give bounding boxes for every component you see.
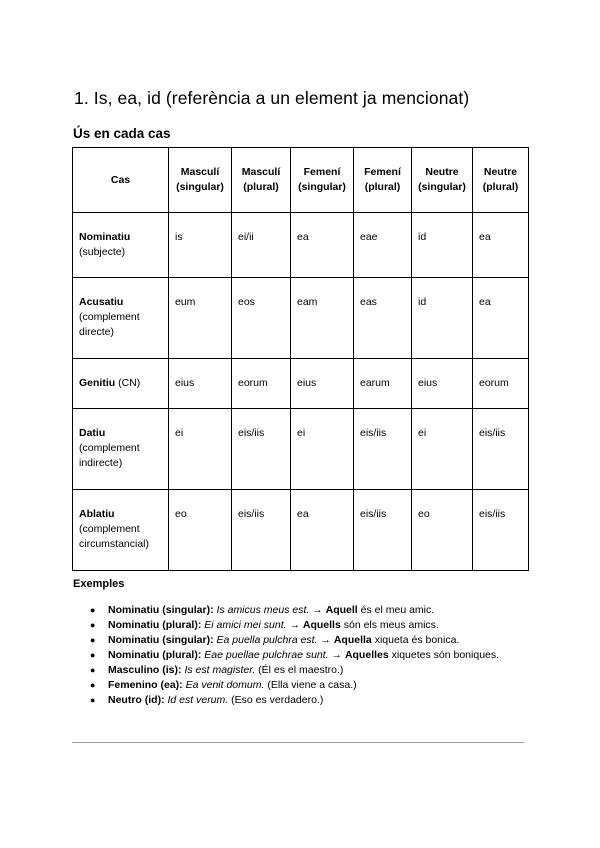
header-masc-plur: Masculí (plural) bbox=[232, 148, 291, 213]
case-cell: Nominatiu (subjecte) bbox=[73, 213, 169, 278]
examples-heading: Exemples bbox=[73, 578, 125, 590]
form-cell: eo bbox=[169, 490, 232, 571]
header-fem-sing: Femení (singular) bbox=[291, 148, 354, 213]
form-cell: eos bbox=[232, 278, 291, 359]
list-item: ● Masculino (is): Is est magister. (Él es el maestro.) bbox=[90, 664, 344, 676]
header-neut-plur: Neutre (plural) bbox=[473, 148, 529, 213]
form-cell: ea bbox=[291, 490, 354, 571]
form-cell: is bbox=[169, 213, 232, 278]
form-cell: ei bbox=[291, 409, 354, 490]
form-cell: earum bbox=[354, 359, 412, 409]
form-cell: eo bbox=[412, 490, 473, 571]
case-cell: Acusatiu (complement directe) bbox=[73, 278, 169, 359]
table-heading: Ús en cada cas bbox=[73, 126, 171, 141]
header-neut-sing: Neutre (singular) bbox=[412, 148, 473, 213]
form-cell: eas bbox=[354, 278, 412, 359]
form-cell: ea bbox=[473, 213, 529, 278]
horizontal-divider bbox=[72, 742, 524, 743]
case-cell: Datiu (complement indirecte) bbox=[73, 409, 169, 490]
form-cell: eae bbox=[354, 213, 412, 278]
table-row-ablatiu bbox=[73, 490, 529, 571]
list-item: ● Nominatiu (plural): Ei amici mei sunt. → Aquells són els meus amics. bbox=[90, 619, 439, 631]
form-cell: eius bbox=[169, 359, 232, 409]
header-masc-sing: Masculí (singular) bbox=[169, 148, 232, 213]
form-cell: id bbox=[412, 213, 473, 278]
form-cell: eorum bbox=[473, 359, 529, 409]
form-cell: id bbox=[412, 278, 473, 359]
form-cell: eum bbox=[169, 278, 232, 359]
bullet-icon: ● bbox=[90, 695, 96, 705]
form-cell: eius bbox=[412, 359, 473, 409]
case-cell: Genitiu (CN) bbox=[73, 359, 169, 409]
bullet-icon: ● bbox=[90, 665, 96, 675]
form-cell: eis/iis bbox=[354, 490, 412, 571]
form-cell: eis/iis bbox=[473, 409, 529, 490]
form-cell: ei/ii bbox=[232, 213, 291, 278]
bullet-icon: ● bbox=[90, 635, 96, 645]
form-cell: eam bbox=[291, 278, 354, 359]
form-cell: ei bbox=[169, 409, 232, 490]
list-item: ● Neutro (id): Id est verum. (Eso es verdadero.) bbox=[90, 694, 324, 706]
form-cell: ei bbox=[412, 409, 473, 490]
form-cell: ea bbox=[291, 213, 354, 278]
case-cell: Ablatiu (complement circumstancial) bbox=[73, 490, 169, 571]
form-cell: ea bbox=[473, 278, 529, 359]
header-case: Cas bbox=[73, 148, 169, 213]
form-cell: eis/iis bbox=[232, 409, 291, 490]
bullet-icon: ● bbox=[90, 620, 96, 630]
form-cell: eis/iis bbox=[232, 490, 291, 571]
form-cell: eius bbox=[291, 359, 354, 409]
table-row-datiu bbox=[73, 409, 529, 490]
form-cell: eis/iis bbox=[354, 409, 412, 490]
header-fem-plur: Femení (plural) bbox=[354, 148, 412, 213]
table-header-row bbox=[73, 148, 529, 213]
list-item: ● Nominatiu (singular): Ea puella pulchra est. → Aquella xiqueta és bonica. bbox=[90, 634, 460, 646]
bullet-icon: ● bbox=[90, 605, 96, 615]
section-title: 1. Is, ea, id (referència a un element ja mencionat) bbox=[74, 88, 470, 108]
bullet-icon: ● bbox=[90, 650, 96, 660]
list-item: ● Nominatiu (singular): Is amicus meus est. → Aquell és el meu amic. bbox=[90, 604, 435, 616]
form-cell: eis/iis bbox=[473, 490, 529, 571]
examples-list bbox=[90, 603, 500, 708]
list-item: ● Femenino (ea): Ea venit domum. (Ella viene a casa.) bbox=[90, 679, 357, 691]
declension-table bbox=[72, 147, 529, 571]
form-cell: eorum bbox=[232, 359, 291, 409]
table-row-nominatiu bbox=[73, 213, 529, 278]
list-item: ● Nominatiu (plural): Eae puellae pulchrae sunt. → Aquelles xiquetes són boniques. bbox=[90, 649, 500, 661]
table-row-acusatiu bbox=[73, 278, 529, 359]
table-row-genitiu bbox=[73, 359, 529, 409]
bullet-icon: ● bbox=[90, 680, 96, 690]
